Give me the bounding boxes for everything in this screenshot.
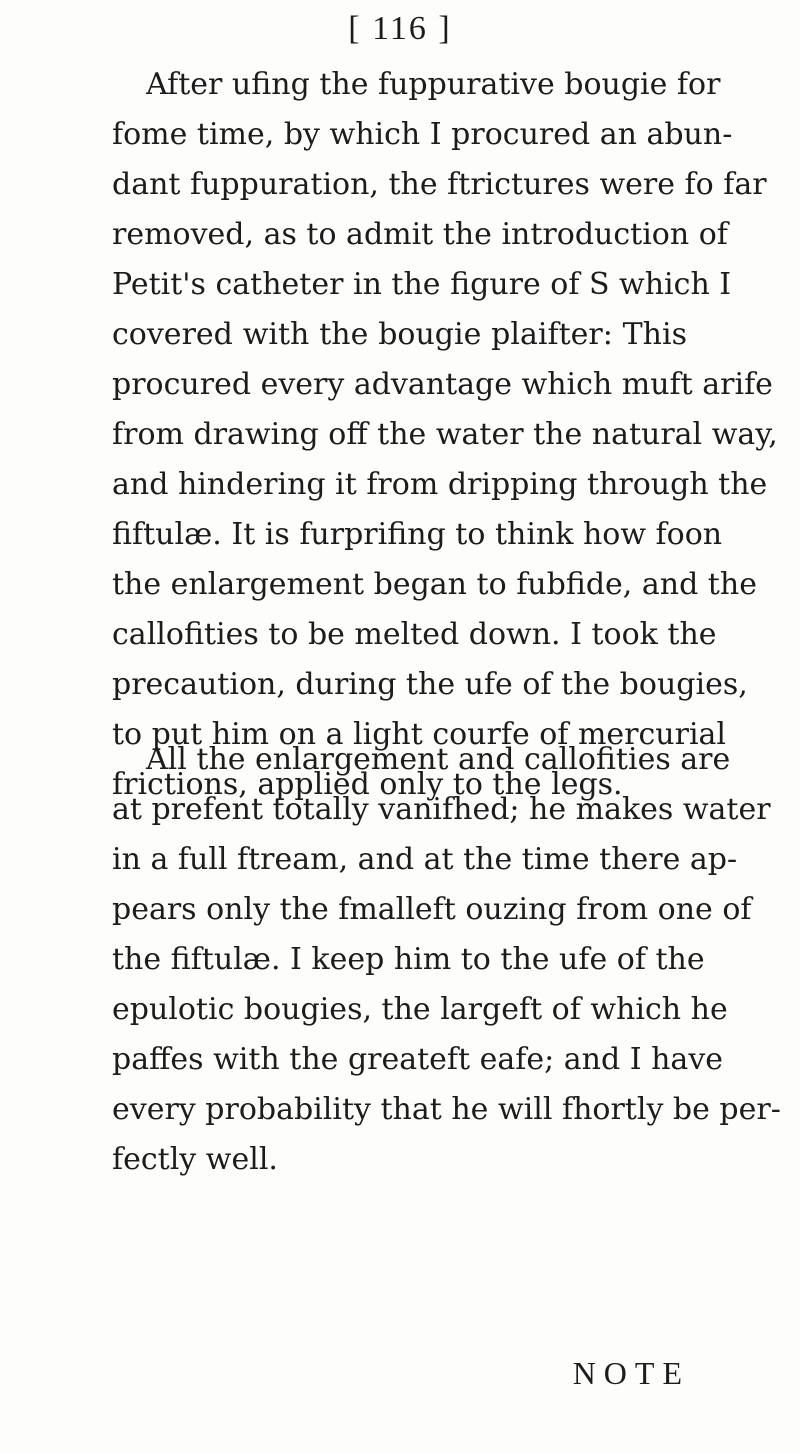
text-line: fome time, by which I procured an abun- <box>112 117 733 152</box>
text-line: After ufing the fuppurative bougie for <box>146 67 721 102</box>
text-line: removed, as to admit the introduction of <box>112 217 728 252</box>
text-line: the fiftulæ. I keep him to the ufe of the <box>112 942 705 977</box>
catchword: NOTE <box>572 1355 690 1391</box>
text-line: fiftulæ. It is furprifing to think how foon <box>112 517 723 552</box>
text-line: at prefent totally vanifhed; he makes water <box>112 792 771 827</box>
text-line: pears only the fmalleft ouzing from one of <box>112 892 752 927</box>
text-line: dant fuppuration, the ftrictures were fo far <box>112 167 767 202</box>
text-line: precaution, during the ufe of the bougies, <box>112 667 748 702</box>
paragraph-2 <box>112 735 781 1185</box>
text-line: every probability that he will fhortly be per- <box>112 1092 781 1127</box>
text-line: callofities to be melted down. I took the <box>112 617 717 652</box>
text-line: Petit's catheter in the figure of S which I <box>112 267 732 302</box>
text-line: paffes with the greateft eafe; and I have <box>112 1042 724 1077</box>
text-line: covered with the bougie plaifter: This <box>112 317 687 352</box>
text-line: procured every advantage which muft arife <box>112 367 773 402</box>
text-line: epulotic bougies, the largeft of which he <box>112 992 728 1027</box>
text-line: and hindering it from dripping through the <box>112 467 768 502</box>
page-number: [ 116 ] <box>348 10 452 47</box>
text-line: to put him on a light courfe of mercurial <box>112 717 727 752</box>
text-line: frictions, applied only to the legs. <box>112 767 623 802</box>
text-line: the enlargement began to fubfide, and the <box>112 567 757 602</box>
text-line: All the enlargement and callofities are <box>146 742 731 777</box>
text-line: in a full ftream, and at the time there ap- <box>112 842 738 877</box>
text-line: fectly well. <box>112 1142 278 1177</box>
text-line: from drawing off the water the natural way, <box>112 417 778 452</box>
